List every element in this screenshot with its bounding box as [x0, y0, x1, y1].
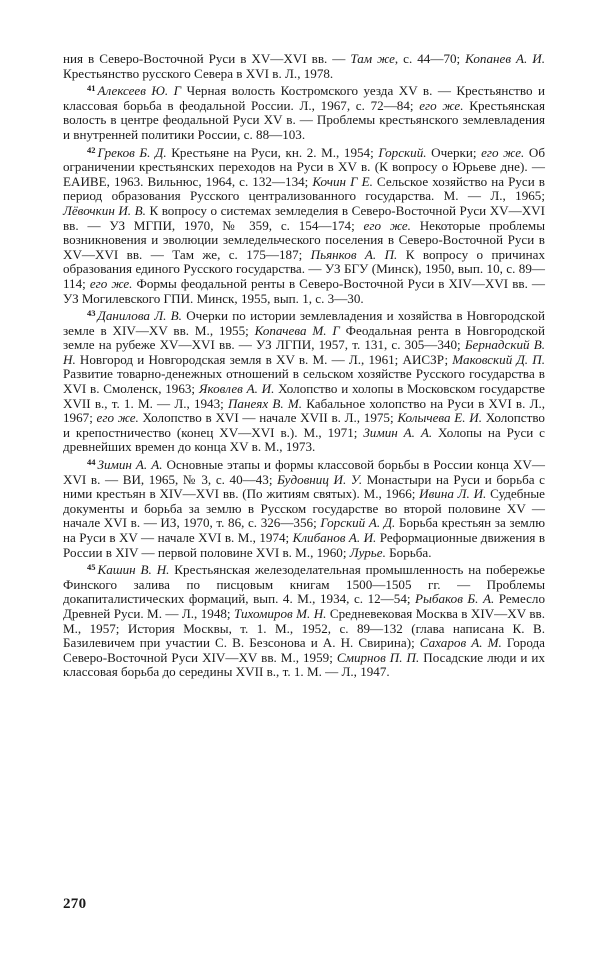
- citation-author: его же.: [481, 144, 525, 160]
- citation-author: его же.: [96, 410, 139, 426]
- citation-text: Ремесло Древней Руси. М. — Л., 1948;: [63, 591, 545, 621]
- citation-author: Там же: [350, 51, 395, 66]
- citation-text: К вопросу о причинах образования единого Русского государства. — УЗ БГУ (Минск), 1950, вып. 10, с. 89—114;: [63, 246, 545, 291]
- citation-text: Основные этапы и формы классовой борьбы в России конца XV—XVI в. — ВИ, 1965, № 3, с. 40—43;: [63, 457, 545, 487]
- citation-text: Некоторые проблемы возникновения и эволюции земледельческого поселения в Северо-Восточной Руси в XV—XVI вв. — Там же, с. 175—187;: [63, 217, 545, 262]
- citation-author: Копачева М. Г: [254, 322, 340, 338]
- citation-author: Зимин А. А.: [97, 457, 163, 473]
- citation-author: Зимин А. А.: [363, 424, 433, 440]
- citation-author: его же.: [89, 275, 133, 291]
- citation-author: Алексеев Ю. Г: [97, 83, 182, 99]
- citation-text: Очерки;: [426, 144, 482, 160]
- citation-text: Холопство в XVI — начале XVII в. Л., 1975;: [138, 410, 398, 426]
- citation-author: Лёвочкин И. В.: [63, 202, 146, 218]
- citation-text: Холопство и крепостничество (конец XV—XVI в.). М., 1971;: [63, 410, 545, 440]
- citation-text: Черная волость Костромского уезда XV в. — Крестьянство и классовая борьба в феодальной России. Л., 1967, с. 72—84;: [63, 83, 545, 113]
- citation-author: его же.: [363, 217, 411, 233]
- footnote-43: [63, 306, 545, 455]
- citation-text: Об ограничении крестьянских переходов на Руси в XV в. (К вопросу о Юрьеве дне). — ЕАИВЕ, 1963. Вильнюс, 1964, с. 132—134;: [63, 144, 545, 189]
- footnote-number: 44: [87, 457, 96, 468]
- citation-text: Реформационные движения в России в XIV — первой половине XVI в. М., 1960;: [63, 530, 545, 560]
- citation-text: Крестьяне на Руси, кн. 2. М., 1954;: [166, 144, 379, 160]
- citation-author: Данилова Л. В.: [97, 308, 182, 324]
- citation-author: Греков Б. Д.: [97, 144, 167, 160]
- citation-author: Будовниц И. У.: [277, 471, 363, 487]
- citation-text: Сельское хозяйство на Руси в период образования Русского централизованного государства. М. — Л., 1965;: [63, 173, 545, 204]
- citation-text: Развитие товарно-денежных отношений в сельском хозяйстве Русского государства в XVI в. Смоленск, 1963;: [63, 366, 545, 397]
- footnote-number: 45: [87, 562, 96, 573]
- citation-author: Яковлев А. И.: [198, 381, 275, 397]
- footnote-42: [63, 143, 545, 307]
- citation-author: Копанев А. И.: [465, 51, 545, 66]
- footnote-41: [63, 81, 545, 142]
- citation-author: Колычева Е. И.: [397, 410, 482, 426]
- citation-text: Средневековая Москва в XIV—XV вв. М., 1957; История Москвы, т. 1. М., 1952, с. 89—132 (глава написана К. В. Базилевичем при участии С. В. Безсонова и А. Н. Свирина);: [63, 605, 546, 651]
- citation-text: Новгород и Новгородская земля в XV в. М. — Л., 1961; АИСЗР;: [75, 351, 453, 367]
- citation-author: Тихомиров М. Н.: [233, 605, 327, 621]
- citation-text: К вопросу о системах земледелия в Северо-Восточной Руси XV—XVI вв. — УЗ МГПИ, 1970, № 359, с. 154—174;: [63, 202, 545, 233]
- citation-author: Клибанов А. И.: [292, 530, 377, 545]
- citation-text: Крестьянская железоделательная промышленность на побережье Финского залива по писцовым книгам 1500—1505 гг. — Проблемы докапиталистических формаций, вып. 4. М., 1934, с. 12—54;: [63, 562, 545, 607]
- citation-text: Крестьянство русского Севера в XVI в. Л., 1978.: [63, 65, 334, 81]
- footnote-continued: [63, 52, 545, 81]
- citation-text: Холопы на Руси с древнейших времен до конца XV в. М., 1973.: [63, 424, 545, 455]
- citation-text: Посадские люди и их классовая борьба до середины XVII в., т. 1. М. — Л., 1947.: [63, 649, 545, 680]
- citation-text: Крестьянская волость в центре феодальной Руси XV в. — Проблемы крестьянского землевладения и внутренней политики России, с. 88—103.: [63, 97, 545, 142]
- citation-text: Кабальное холопство на Руси в XVI в. Л., 1967;: [63, 395, 545, 426]
- citation-text: Борьба.: [385, 544, 432, 560]
- citation-author: Ивина Л. И.: [419, 486, 487, 502]
- citation-text: Холопство и холопы в Московском государстве XVII в., т. 1. М. — Л., 1943;: [63, 381, 545, 411]
- citation-author: Горский А. Д.: [320, 515, 396, 531]
- citation-author: Горский.: [378, 144, 427, 160]
- page-number: 270: [63, 896, 87, 912]
- citation-author: его же.: [419, 97, 464, 113]
- citation-text: Формы феодальной ренты в Северо-Восточной Руси в XIV—XVI вв. — УЗ Могилевского ГПИ. Минск, 1955, вып. 1, с. 3—30.: [63, 275, 545, 306]
- citation-author: Рыбаков Б. А.: [415, 591, 495, 607]
- citation-text: Борьба крестьян за землю на Руси в XV — начале XVI в. М., 1974;: [63, 515, 545, 545]
- footnotes-block: [63, 52, 545, 680]
- citation-author: Панеях В. М.: [227, 395, 303, 411]
- citation-text: Города Северо-Восточной Руси XIV—XV вв. М., 1959;: [63, 635, 545, 665]
- footnote-45: [63, 560, 545, 680]
- citation-text: Монастыри на Руси и борьба с ними крестьян в XIV—XVI вв. (По житиям святых). М., 1966;: [63, 471, 545, 502]
- citation-text: ния в Северо-Восточной Руси в XV—XVI вв. —: [63, 51, 351, 66]
- footnote-number: 42: [87, 144, 96, 155]
- citation-author: Бернадский В. Н.: [63, 337, 546, 367]
- citation-text: Очерки по истории землевладения и хозяйства в Новгородской земле в XIV—XV вв. М., 1955;: [63, 308, 546, 338]
- footnote-44: [63, 455, 545, 560]
- citation-author: Маковский Д. П.: [452, 351, 545, 367]
- citation-author: Смирнов П. П.: [336, 649, 420, 665]
- footnote-number: 43: [87, 308, 96, 319]
- citation-author: Кашин В. Н.: [97, 562, 170, 578]
- footnote-number: 41: [87, 83, 96, 94]
- citation-text: , с. 44—70;: [394, 51, 466, 66]
- citation-author: Лурье.: [349, 544, 386, 560]
- citation-author: Пьянков А. П.: [310, 246, 398, 262]
- citation-author: Кочин Г Е.: [312, 173, 373, 189]
- citation-author: Сахаров А. М.: [419, 635, 502, 651]
- citation-text: Судебные документы и борьба за землю в Русском государстве во второй половине XV — начале XVI в. — ИЗ, 1970, т. 86, с. 326—356;: [63, 486, 545, 531]
- citation-text: Феодальная рента в Новгородской земле на рубеже XV—XVI вв. — УЗ ЛГПИ, 1957, т. 131, с. 305—340;: [63, 322, 545, 353]
